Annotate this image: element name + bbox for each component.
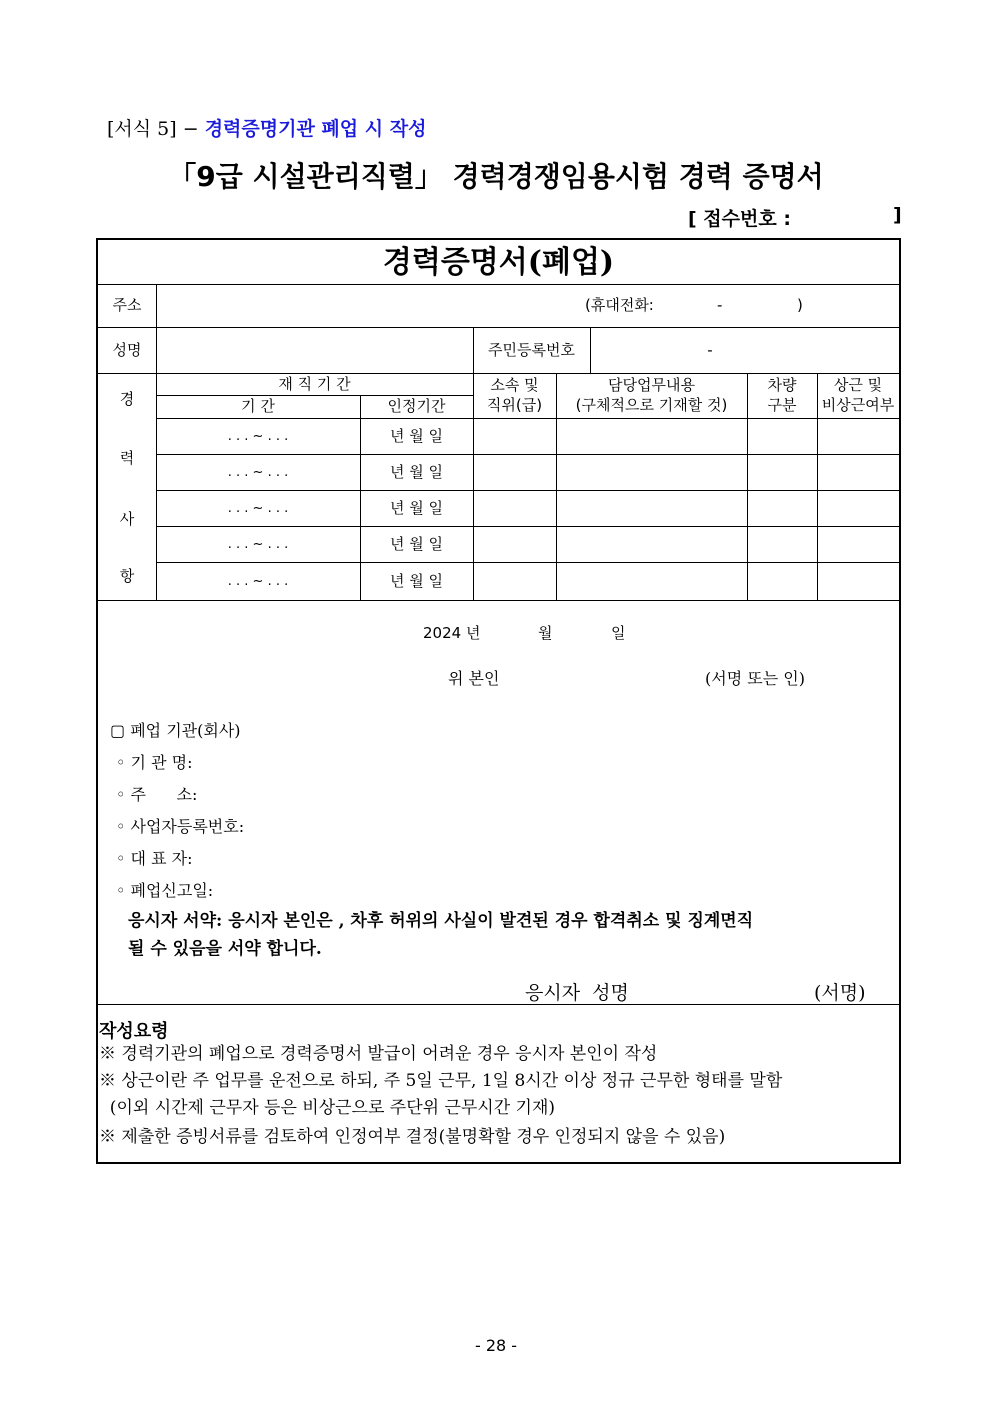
field-representative: ◦ 대 표 자: (116, 849, 193, 868)
certificate-form (96, 238, 901, 1164)
col-period: 기 간 (241, 397, 275, 415)
date-month: 월 (538, 624, 553, 642)
field-biz-number: ◦ 사업자등록번호: (116, 817, 245, 836)
receipt-close: ] (893, 204, 902, 226)
row-3-recognized: 년 월 일 (389, 499, 443, 517)
career-side-1: 경 (119, 390, 135, 408)
col-dept (473, 375, 556, 415)
divider (98, 600, 899, 601)
resident-label: 주민등록번호 (488, 341, 575, 359)
divider (98, 284, 899, 285)
row-2-recognized: 년 월 일 (389, 463, 443, 481)
form-header (107, 114, 426, 141)
divider (98, 1004, 899, 1005)
sign-or-seal: (서명 또는 인) (705, 669, 805, 688)
field-org-name: ◦ 기 관 명: (116, 753, 193, 772)
address-label: 주소 (112, 296, 142, 314)
guide-title: 작성요령 (99, 1021, 169, 1042)
col-recognized: 인정기간 (387, 397, 446, 415)
date-year: 2024 년 (423, 624, 481, 642)
col-duty-line1: 담당업무내용 (608, 376, 695, 394)
row-4-recognized: 년 월 일 (389, 535, 443, 553)
field-closure-date: ◦ 폐업신고일: (116, 881, 214, 900)
career-side-4: 항 (119, 567, 135, 585)
date-day: 일 (611, 624, 626, 642)
row-2-period: . . . ~ . . . (227, 465, 289, 480)
closed-org-label: 폐업 기관(회사) (130, 721, 241, 740)
form-title: 경력증명서(폐업) (382, 245, 615, 280)
header-note: 경력증명기관 폐업 시 작성 (204, 118, 427, 140)
row-3-period: . . . ~ . . . (227, 501, 289, 516)
col-vehicle-line2: 구분 (767, 396, 797, 414)
row-5-period: . . . ~ . . . (227, 574, 289, 589)
col-dept-line2: 직위(급) (486, 396, 543, 414)
document-title: 「9급 시설관리직렬」 경력경쟁임용시험 경력 증명서 (168, 160, 824, 193)
field-address: ◦ 주 소: (116, 785, 198, 804)
col-tenure: 재 직 기 간 (278, 375, 351, 393)
header-dash: − (182, 118, 199, 140)
col-fulltime-line2: 비상근여부 (821, 396, 895, 414)
closed-org-heading (110, 718, 241, 741)
row-1-recognized: 년 월 일 (389, 427, 443, 445)
career-side-2: 력 (119, 449, 135, 467)
applicant-name: 응시자 성명 (525, 982, 629, 1004)
mobile-label: (휴대전화: (585, 296, 654, 314)
checkbox-icon[interactable]: ▢ (110, 721, 126, 740)
col-vehicle-line1: 차량 (767, 376, 797, 394)
guide-line-3: (이외 시간제 근무자 등은 비상근으로 주단위 근무시간 기재) (99, 1098, 556, 1118)
oath-line-1: 응시자 서약: 응시자 본인은 , 차후 허위의 사실이 발견된 경우 합격취소 및 징계면직 (128, 911, 754, 931)
row-1-period: . . . ~ . . . (227, 429, 289, 444)
page-number: - 28 - (474, 1336, 518, 1355)
row-5-recognized: 년 월 일 (389, 572, 443, 590)
guide-line-4: ※ 제출한 증빙서류를 검토하여 인정여부 결정(불명확할 경우 인정되지 않을 수 있음) (99, 1127, 726, 1147)
oath-line-2: 될 수 있음을 서약 합니다. (128, 939, 322, 959)
applicant-signature: (서명) (814, 982, 866, 1004)
receipt-label: [ 접수번호 : (688, 208, 791, 230)
col-duty (556, 375, 747, 415)
row-4-period: . . . ~ . . . (227, 537, 289, 552)
guide-line-2: ※ 상근이란 주 업무를 운전으로 하되, 주 5일 근무, 1일 8시간 이상 정규 근무한 형태를 말함 (99, 1071, 783, 1091)
guide-line-1: ※ 경력기관의 폐업으로 경력증명서 발급이 어려운 경우 응시자 본인이 작성 (99, 1044, 658, 1064)
receipt-number (688, 204, 902, 231)
col-duty-line2: (구체적으로 기재할 것) (575, 396, 728, 414)
col-fulltime-line1: 상근 및 (833, 376, 883, 394)
resident-dash: - (707, 341, 713, 359)
name-label: 성명 (112, 341, 142, 359)
mobile-close: ) (797, 296, 803, 314)
col-fulltime (817, 375, 899, 415)
signer-label: 위 본인 (448, 669, 500, 688)
form-label: [서식 5] (107, 118, 177, 140)
col-dept-line1: 소속 및 (490, 376, 539, 394)
career-side-3: 사 (119, 510, 135, 528)
mobile-dash: - (717, 296, 723, 314)
col-vehicle (747, 375, 817, 415)
